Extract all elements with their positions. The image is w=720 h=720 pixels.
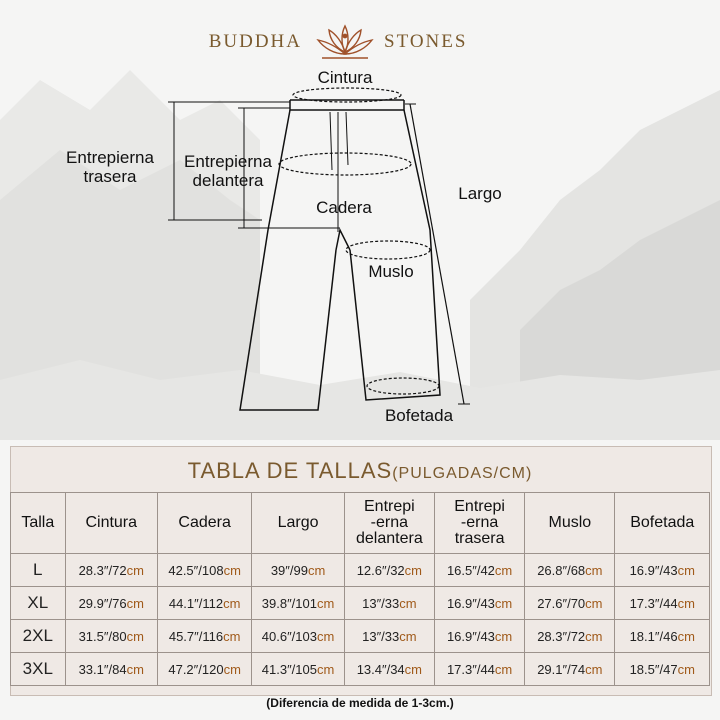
measurement-cell: 13″/33cm bbox=[344, 620, 434, 653]
label-largo: Largo bbox=[458, 184, 502, 203]
table-row bbox=[11, 620, 710, 653]
measurement-cell: 31.5″/80cm bbox=[65, 620, 157, 653]
label-cintura: Cintura bbox=[317, 68, 373, 87]
table-row bbox=[11, 554, 710, 587]
brand-name-left: BUDDHA bbox=[208, 31, 302, 52]
size-cell: XL bbox=[11, 587, 66, 620]
header-muslo: Muslo bbox=[525, 493, 615, 554]
header-entrepierna-trasera: Entrepi -erna trasera bbox=[434, 493, 524, 554]
measurement-cell: 29.1″/74cm bbox=[525, 653, 615, 686]
measurement-cell: 18.1″/46cm bbox=[615, 620, 710, 653]
measurement-cell: 33.1″/84cm bbox=[65, 653, 157, 686]
size-cell: L bbox=[11, 554, 66, 587]
measurement-cell: 13.4″/34cm bbox=[344, 653, 434, 686]
label-entrepierna-delantera: Entrepierna delantera bbox=[184, 152, 272, 190]
measurement-cell: 16.9″/43cm bbox=[434, 587, 524, 620]
measurement-cell: 41.3″/105cm bbox=[252, 653, 344, 686]
measurement-cell: 39.8″/101cm bbox=[252, 587, 344, 620]
size-table bbox=[10, 492, 710, 686]
measurement-note: (Diferencia de medida de 1-3cm.) bbox=[266, 696, 454, 710]
size-cell: 2XL bbox=[11, 620, 66, 653]
header-entrepierna-delantera: Entrepi -erna delantera bbox=[344, 493, 434, 554]
measurement-cell: 40.6″/103cm bbox=[252, 620, 344, 653]
measurement-cell: 26.8″/68cm bbox=[525, 554, 615, 587]
label-muslo: Muslo bbox=[368, 262, 414, 281]
measurement-cell: 16.5″/42cm bbox=[434, 554, 524, 587]
pants-measurement-diagram bbox=[0, 60, 720, 440]
label-cadera: Cadera bbox=[316, 198, 372, 217]
measurement-cell: 42.5″/108cm bbox=[157, 554, 251, 587]
header-largo: Largo bbox=[252, 493, 344, 554]
size-table-header-row bbox=[11, 493, 710, 554]
measurement-cell: 28.3″/72cm bbox=[65, 554, 157, 587]
measurement-cell: 44.1″/112cm bbox=[157, 587, 251, 620]
measurement-cell: 28.3″/72cm bbox=[525, 620, 615, 653]
measurement-cell: 18.5″/47cm bbox=[615, 653, 710, 686]
header-cintura: Cintura bbox=[65, 493, 157, 554]
measurement-cell: 45.7″/116cm bbox=[157, 620, 251, 653]
size-cell: 3XL bbox=[11, 653, 66, 686]
measurement-cell: 47.2″/120cm bbox=[157, 653, 251, 686]
table-row bbox=[11, 587, 710, 620]
measurement-cell: 17.3″/44cm bbox=[615, 587, 710, 620]
brand-name-right: STONES bbox=[384, 31, 468, 52]
header-bofetada: Bofetada bbox=[615, 493, 710, 554]
header-talla: Talla bbox=[11, 493, 66, 554]
label-bofetada: Bofetada bbox=[384, 406, 454, 425]
table-row bbox=[11, 653, 710, 686]
brand-header bbox=[0, 22, 720, 62]
measurement-cell: 39″/99cm bbox=[252, 554, 344, 587]
measurement-cell: 17.3″/44cm bbox=[434, 653, 524, 686]
header-cadera: Cadera bbox=[157, 493, 251, 554]
measurement-cell: 16.9″/43cm bbox=[615, 554, 710, 587]
lotus-meditation-logo-icon bbox=[308, 22, 382, 62]
measurement-cell: 13″/33cm bbox=[344, 587, 434, 620]
label-entrepierna-trasera: Entrepierna trasera bbox=[66, 148, 154, 186]
measurement-cell: 29.9″/76cm bbox=[65, 587, 157, 620]
measurement-cell: 12.6″/32cm bbox=[344, 554, 434, 587]
measurement-cell: 27.6″/70cm bbox=[525, 587, 615, 620]
measurement-cell: 16.9″/43cm bbox=[434, 620, 524, 653]
size-table-title: TABLA DE TALLAS(PULGADAS/CM) bbox=[187, 458, 533, 483]
